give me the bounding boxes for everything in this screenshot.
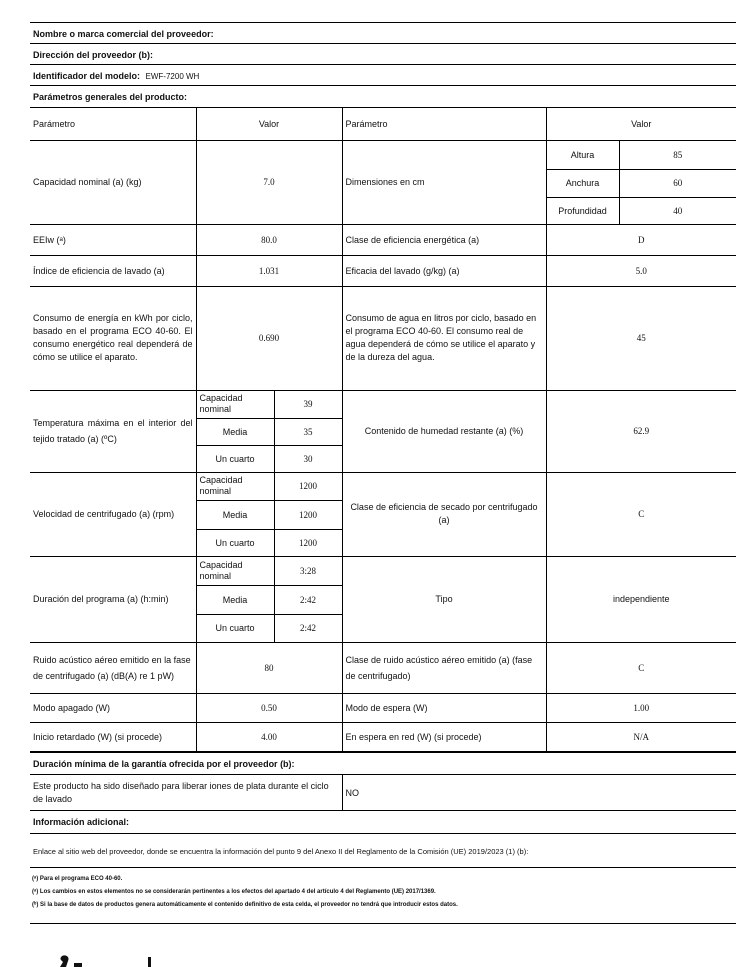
eei-value: 80.0: [196, 224, 342, 255]
col-value-header-2: Valor: [546, 108, 736, 140]
weblink-label: Enlace al sitio web del proveedor, donde se encuentra la información del punto 9 del Anexo II del Reglamento de la Comisión (UE) 2019/2023 (1) (b):: [33, 846, 529, 856]
bottom-rule: [30, 923, 736, 924]
washing-index-value: 1.031: [196, 255, 342, 286]
spin-class-value: C: [546, 472, 736, 556]
width-value: 60: [619, 169, 736, 197]
dur-quarter-value: 2:42: [274, 614, 342, 642]
delay-start-label: Inicio retardado (W) (si procede): [30, 722, 196, 751]
dur-half-label: Media: [196, 585, 274, 614]
silver-ions-table: [30, 775, 736, 811]
dur-rated-value: 3:28: [274, 556, 342, 585]
silver-ions-row: [30, 774, 736, 810]
footnotes-block: [30, 867, 736, 923]
additional-info-label: Información adicional:: [33, 816, 130, 827]
capacity-value: 7.0: [196, 140, 342, 224]
spin-rated-value: 1200: [274, 472, 342, 500]
network-standby-value: N/A: [546, 722, 736, 751]
table-row: [30, 286, 736, 390]
duration-label: Duración del programa (a) (h:min): [30, 556, 196, 642]
temp-half-label: Media: [196, 418, 274, 445]
temp-quarter-label: Un cuarto: [196, 445, 274, 472]
capacity-label: Capacidad nominal (a) (kg): [30, 140, 196, 224]
energy-consumption-value: 0.690: [196, 286, 342, 390]
moisture-label: Contenido de humedad restante (a) (%): [342, 390, 546, 472]
off-mode-label: Modo apagado (W): [30, 693, 196, 722]
footnote: (ᵃ) Para el programa ECO 40-60.: [32, 875, 123, 882]
dimensions-label: Dimensiones en cm: [342, 140, 546, 224]
moisture-value: 62.9: [546, 390, 736, 472]
spin-speed-label: Velocidad de centrifugado (a) (rpm): [30, 472, 196, 556]
noise-value: 80: [196, 642, 342, 693]
col-param-header: Parámetro: [30, 108, 196, 140]
additional-info-row: [30, 810, 736, 833]
depth-label: Profundidad: [546, 197, 619, 224]
standby-label: Modo de espera (W): [342, 693, 546, 722]
table-header-row: [30, 108, 736, 140]
col-param-header-2: Parámetro: [342, 108, 546, 140]
network-standby-label: En espera en red (W) (si procede): [342, 722, 546, 751]
model-identifier-label: Identificador del modelo:: [33, 71, 141, 81]
table-row: [30, 224, 736, 255]
dur-half-value: 2:42: [274, 585, 342, 614]
general-params-row: [30, 85, 736, 107]
water-consumption-label: Consumo de agua en litros por ciclo, basado en el programa ECO 40-60. El consumo real de agua dependerá de cómo se utilice el aparato y de la dureza del agua.: [342, 286, 546, 390]
noise-class-value: C: [546, 642, 736, 693]
spin-quarter-label: Un cuarto: [196, 529, 274, 556]
off-mode-value: 0.50: [196, 693, 342, 722]
spin-rated-label: Capacidad nominal: [196, 472, 274, 500]
parameters-table: [30, 108, 736, 752]
dur-quarter-label: Un cuarto: [196, 614, 274, 642]
brand-logo: [44, 954, 164, 967]
footnote: (ᵃ) Los cambios en estos elementos no se considerarán pertinentes a los efectos del apartado 4 del artículo 4 del Reglamento (UE) 2017/1369.: [32, 888, 436, 895]
temp-half-value: 35: [274, 418, 342, 445]
noise-label: Ruido acústico aéreo emitido en la fase de centrifugado (a) (dB(A) re 1 pW): [30, 642, 196, 693]
table-row: [30, 693, 736, 722]
table-row: [30, 556, 736, 585]
energy-class-value: D: [546, 224, 736, 255]
model-identifier-row: [30, 64, 736, 85]
temp-rated-value: 39: [274, 390, 342, 418]
delay-start-value: 4.00: [196, 722, 342, 751]
noise-class-label: Clase de ruido acústico aéreo emitido (a) (fase de centrifugado): [342, 642, 546, 693]
parameters-table-wrap: [30, 107, 736, 752]
table-row: [30, 642, 736, 693]
product-information-sheet: [30, 22, 736, 924]
weblink-row: [30, 833, 736, 867]
rinse-value: 5.0: [546, 255, 736, 286]
standby-value: 1.00: [546, 693, 736, 722]
spin-class-label: Clase de eficiencia de secado por centrifugado (a): [342, 472, 546, 556]
energy-consumption-label: Consumo de energía en kWh por ciclo, basado en el programa ECO 40-60. El consumo energético real dependerá de cómo se utilice el aparato.: [30, 286, 196, 390]
supplier-name-row: [30, 22, 736, 43]
table-row: [30, 390, 736, 418]
type-value: independiente: [546, 556, 736, 642]
energy-class-label: Clase de eficiencia energética (a): [342, 224, 546, 255]
temperature-label: Temperatura máxima en el interior del tejido tratado (a) (ºC): [30, 390, 196, 472]
spin-half-label: Media: [196, 500, 274, 529]
silver-ions-label: Este producto ha sido diseñado para liberar iones de plata durante el ciclo de lavado: [30, 775, 342, 811]
dur-rated-label: Capacidad nominal: [196, 556, 274, 585]
footnote: (ᵇ) Si la base de datos de productos genera automáticamente el contenido definitivo de esta celda, el proveedor no tendrá que introducir estos datos.: [32, 901, 458, 908]
supplier-address-label: Dirección del proveedor (b):: [33, 50, 154, 60]
supplier-name-label: Nombre o marca comercial del proveedor:: [33, 29, 214, 39]
warranty-label: Duración mínima de la garantía ofrecida por el proveedor (b):: [33, 758, 295, 769]
table-row: [30, 722, 736, 751]
depth-value: 40: [619, 197, 736, 224]
temp-rated-label: Capacidad nominal: [196, 390, 274, 418]
type-label: Tipo: [342, 556, 546, 642]
warranty-row: [30, 752, 736, 774]
table-row: [30, 255, 736, 286]
eei-label: EEIw (ᵃ): [30, 224, 196, 255]
table-row: [30, 140, 736, 169]
temp-quarter-value: 30: [274, 445, 342, 472]
col-value-header: Valor: [196, 108, 342, 140]
height-label: Altura: [546, 140, 619, 169]
height-value: 85: [619, 140, 736, 169]
rinse-label: Eficacia del lavado (g/kg) (a): [342, 255, 546, 286]
table-row: [30, 472, 736, 500]
spin-quarter-value: 1200: [274, 529, 342, 556]
supplier-address-row: [30, 43, 736, 64]
model-identifier-value: EWF-7200 WH: [145, 72, 200, 81]
spin-half-value: 1200: [274, 500, 342, 529]
general-params-label: Parámetros generales del producto:: [33, 92, 188, 102]
water-consumption-value: 45: [546, 286, 736, 390]
silver-ions-value: NO: [342, 775, 736, 811]
width-label: Anchura: [546, 169, 619, 197]
washing-index-label: Índice de eficiencia de lavado (a): [30, 255, 196, 286]
